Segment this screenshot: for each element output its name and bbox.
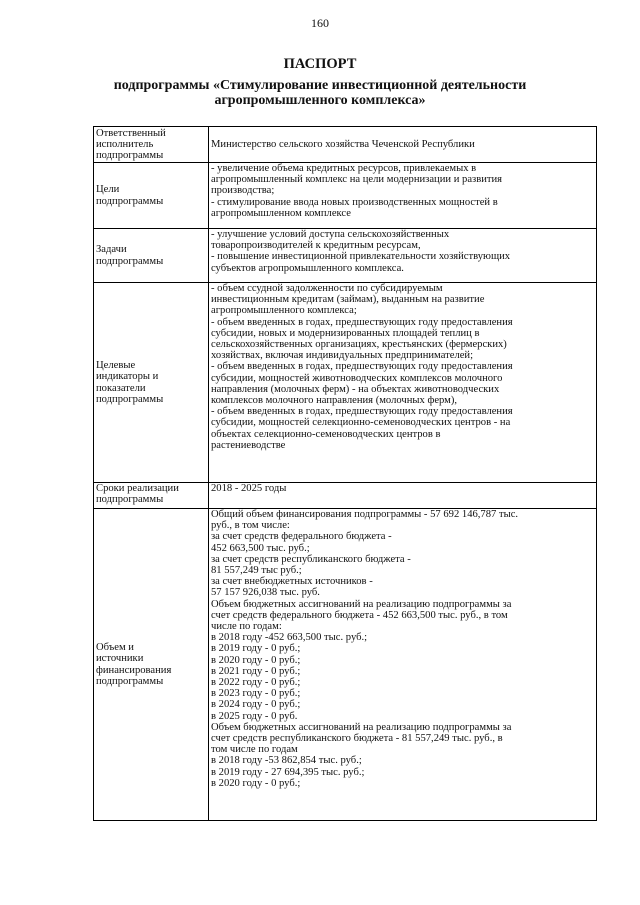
row-content-line: - улучшение условий доступа сельскохозяйственных [211,229,450,240]
row-label-line: исполнитель [96,138,154,150]
row-content-line: числе по годам: [211,621,282,633]
row-label-line: Задачи [96,244,127,256]
row-content-line: в 2019 году - 27 694,395 тыс. руб.; [211,766,365,778]
row-content-line: том числе по годам [211,744,298,756]
row-content-line: счет средств республиканского бюджета - 81 557,249 тыс. руб., в [211,733,503,745]
row-content-cell [209,127,597,163]
row-label-cell [94,127,209,163]
row-content-line: счет средств федерального бюджета - 452 663,500 тыс. руб., в том [211,609,508,621]
row-content-line: субсидии, мощностей селекционно-семеноводческих центров - на [211,417,511,429]
passport-row-target-indicators [94,283,597,483]
row-label-cell [94,163,209,229]
row-content-line: инвестиционным кредитам (займам), выданным на развитие [211,294,485,306]
row-content-line: субъектов агропромышленного комплекса. [211,262,404,274]
subtitle-line: подпрограммы «Стимулирование инвестиционной деятельности [113,78,527,93]
row-label-line: источники [96,653,144,665]
row-label-cell [94,509,209,821]
document-subtitle [90,79,550,108]
row-content-line: - стимулирование ввода новых производственных мощностей в [211,196,498,208]
row-content-line: хозяйствах, включая индивидуальных предпринимателей; [211,350,474,362]
row-label-line: Сроки реализации [96,483,179,494]
row-content-line: агропромышленный комплекс на цели модернизации и развития [211,174,503,186]
row-content-line: растениеводстве [211,439,286,451]
row-content-cell [209,283,597,483]
document-title: ПАСПОРТ [283,56,357,72]
row-content-line: - повышение инвестиционной привлекательности хозяйствующих [211,251,511,263]
row-content-line: сельскохозяйственных организациях, крестьянских (фермерских) [211,339,507,351]
row-content-line: Объем бюджетных ассигнований на реализацию подпрограммы за [211,721,512,733]
row-content-line: в 2025 году - 0 руб. [211,710,298,722]
row-label-line: финансирования [96,664,172,676]
row-label-cell [94,283,209,483]
row-label-line: показатели [96,382,146,394]
row-content-line: - объем введенных в годах, предшествующих году предоставления [211,361,513,373]
row-content-line: - увеличение объема кредитных ресурсов, привлекаемых в [211,163,477,174]
passport-row-goals [94,163,597,229]
row-content-line: субсидии, новых и модернизированных площадей теплиц в [211,327,480,339]
row-label-line: подпрограммы [96,494,164,506]
row-label-line: Целевые [96,360,136,372]
row-label-line: подпрограммы [96,195,164,207]
row-content-line: в 2024 году - 0 руб.; [211,699,301,711]
row-content-line: Общий объем финансирования подпрограммы - 57 692 146,787 тыс. [211,509,519,520]
row-content-line: в 2018 году -452 663,500 тыс. руб.; [211,632,368,644]
row-label-line: индикаторы и [96,371,159,383]
row-label-line: подпрограммы [96,150,164,162]
row-content-line: в 2020 году - 0 руб.; [211,777,301,789]
passport-row-implementation-period [94,483,597,509]
passport-row-funding [94,509,597,821]
page-number: 160 [311,16,329,30]
row-content-line: 57 157 926,038 тыс. руб. [211,587,320,599]
row-content-line: руб., в том числе: [211,520,290,532]
row-label-line: Объем и [96,642,134,654]
row-content-line: в 2020 году - 0 руб.; [211,654,301,666]
row-content-line: 81 557,249 тыс руб.; [211,565,302,577]
row-content-line: за счет средств республиканского бюджета - [211,553,411,565]
row-content-line: в 2022 году - 0 руб.; [211,677,301,689]
passport-table [93,126,597,821]
row-content-line: за счет внебюджетных источников - [211,576,373,588]
row-content-line: 2018 - 2025 годы [211,483,287,494]
row-label-line: подпрограммы [96,255,164,267]
row-content-line: комплексов молочного направления (молочных ферм), [211,395,458,407]
row-content-line: в 2018 году -53 862,854 тыс. руб.; [211,755,362,767]
row-label-cell [94,483,209,509]
row-content-line: - объем ссудной задолженности по субсидируемым [211,283,443,294]
subtitle-line: агропромышленного комплекса» [214,92,426,108]
row-content-line: - объем введенных в годах, предшествующих году предоставления [211,316,513,328]
row-content-line: - объем введенных в годах, предшествующих году предоставления [211,406,513,418]
row-content-line: направления (молочных ферм) - на объектах животноводческих [211,383,500,395]
row-label-cell [94,229,209,283]
row-content-line: товаропроизводителей к кредитным ресурсам, [211,240,421,252]
row-content-line: в 2021 году - 0 руб.; [211,665,301,677]
passport-table-body [94,127,597,821]
row-content-line: агропромышленном комплексе [211,207,351,219]
row-content-cell [209,509,597,821]
row-content-line: производства; [211,185,275,197]
row-content-line: за счет средств федерального бюджета - [211,531,392,543]
row-label-line: подпрограммы [96,675,164,687]
row-label-line: Ответственный [96,127,166,139]
row-label-line: Цели [96,184,120,196]
row-content-line: объектах селекционно-семеноводческих центров в [211,428,441,440]
row-content-line: Министерство сельского хозяйства Чеченской Республики [211,138,475,150]
row-content-line: Объем бюджетных ассигнований на реализацию подпрограммы за [211,598,512,610]
passport-row-tasks [94,229,597,283]
row-content-cell [209,229,597,283]
row-content-line: 452 663,500 тыс. руб.; [211,542,310,554]
passport-row-responsible-executor [94,127,597,163]
row-content-line: субсидии, мощностей животноводческих комплексов молочного [211,372,503,384]
row-content-line: в 2023 году - 0 руб.; [211,688,301,700]
row-content-line: в 2019 году - 0 руб.; [211,643,301,655]
row-content-cell [209,483,597,509]
row-content-cell [209,163,597,229]
row-content-line: агропромышленного комплекса; [211,305,357,317]
row-label-line: подпрограммы [96,393,164,405]
